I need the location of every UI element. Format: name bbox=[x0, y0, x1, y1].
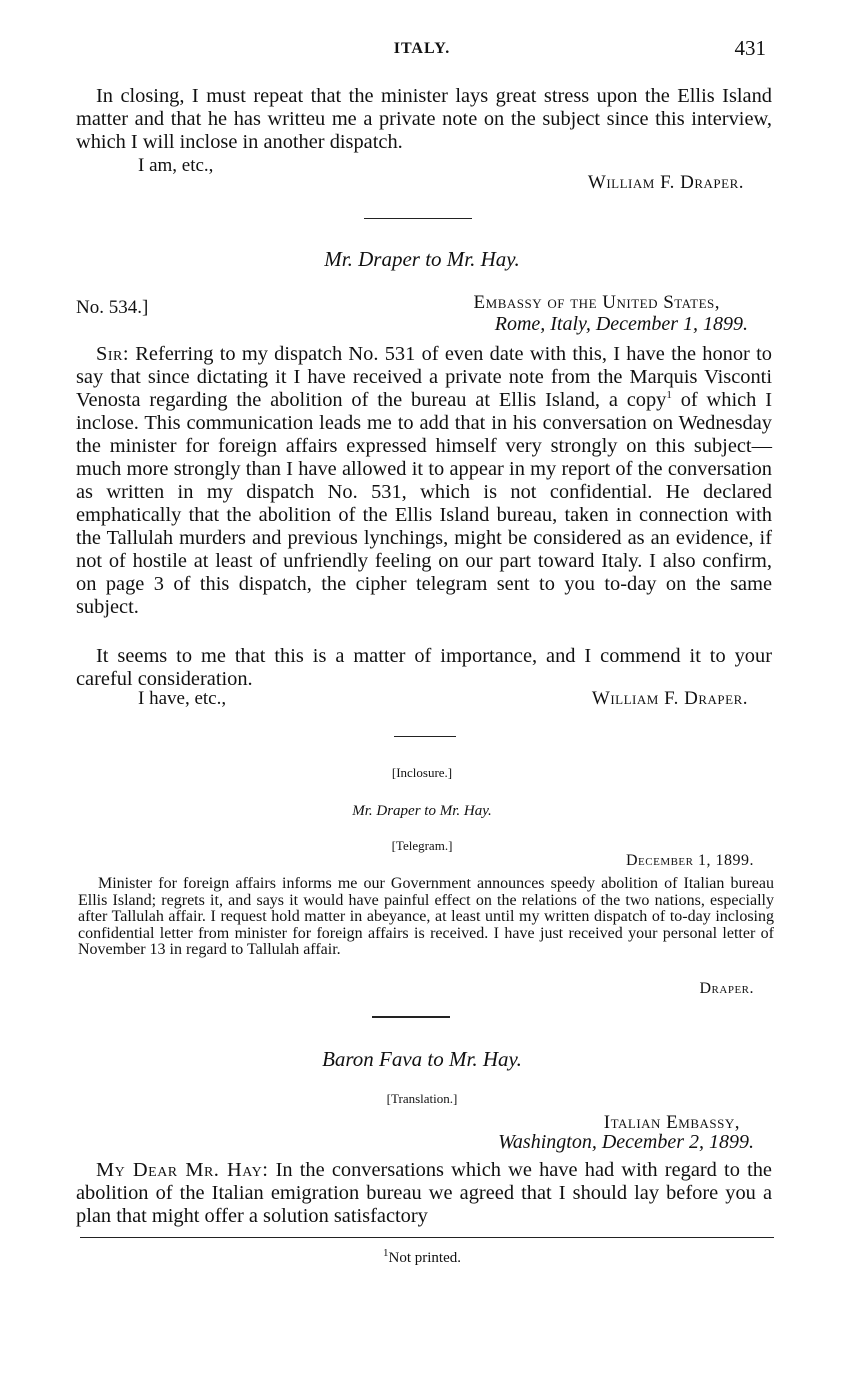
letter-body-paragraph-2: It seems to me that this is a matter of importance, and I commend it to your careful consideration. bbox=[76, 645, 772, 690]
closing-formula: I have, etc., bbox=[138, 688, 227, 709]
footnote-text: Not printed. bbox=[388, 1250, 461, 1266]
page-number: 431 bbox=[734, 36, 766, 60]
closing-formula: I am, etc., bbox=[138, 155, 214, 176]
letter-body-part-2: of which I inclose. This communication leads me to add that in his conversation on Wednesday the minister for foreign affairs expressed himself very strongly on this subject—much more strongly than I have allowed it to appear in my report of the conversation as written in my dispatch No. 531, which is not confidential. He declared emphatically that the abolition of the Ellis Island bureau, taken in connection with the Tallulah murders and previous lynchings, might be considered as an evidence, if not of hostile at least of unfriendly feeling on our part toward Italy. I also confirm, on page 3 of this dispatch, the cipher telegram sent to you to-day on the same subject. bbox=[76, 389, 772, 618]
salutation: My Dear Mr. Hay: bbox=[96, 1159, 269, 1181]
letter-body-part-1: Referring to my dispatch No. 531 of even date with this, I have the honor to say that since dictating it I have received a private note from the Marquis Visconti Venosta regarding the abolition of the bureau at Ellis Island, a copy bbox=[76, 343, 772, 411]
section-rule bbox=[364, 218, 472, 219]
footnote-reference: 1 bbox=[666, 389, 672, 402]
letter-body-text: In the conversations which we have had with regard to the abolition of the Italian emigration bureau we agreed that I should lay before you a plan that might offer a solution satisfactory bbox=[76, 1159, 772, 1227]
dispatch-number: No. 534.] bbox=[76, 297, 149, 318]
section-rule bbox=[394, 736, 456, 737]
sender-address: Italian Embassy, bbox=[603, 1112, 740, 1133]
place-date: Rome, Italy, December 1, 1899. bbox=[494, 313, 748, 335]
salutation: Sir: bbox=[96, 343, 130, 365]
running-head: ITALY. bbox=[393, 40, 451, 57]
place-date: Washington, December 2, 1899. bbox=[498, 1131, 754, 1153]
signature: William F. Draper. bbox=[591, 688, 748, 709]
telegram-signature: Draper. bbox=[699, 980, 754, 997]
inclosure-label: [Inclosure.] bbox=[391, 765, 453, 780]
letter-title: Mr. Draper to Mr. Hay. bbox=[324, 247, 520, 271]
signature: William F. Draper. bbox=[587, 172, 744, 193]
letter-title: Baron Fava to Mr. Hay. bbox=[322, 1047, 522, 1071]
footnote-rule bbox=[80, 1237, 774, 1238]
letter-body bbox=[76, 343, 772, 619]
translation-label: [Translation.] bbox=[386, 1091, 458, 1106]
telegram-text: Minister for foreign affairs informs me our Government announces speedy abolition of Italian bureau Ellis Island; regrets it, and says it would have painful effect on the relations of the two nations, especially after Tallulah affair. I request hold matter in abeyance, at least until my written dispatch of to-day inclosing confidential letter from minister for foreign affairs is received. I have just received your personal letter of November 13 in regard to Tallulah affair. bbox=[78, 875, 774, 958]
sender-address: Embassy of the United States, bbox=[473, 292, 720, 313]
inclosure-title: Mr. Draper to Mr. Hay. bbox=[352, 803, 492, 819]
telegram-date: December 1, 1899. bbox=[625, 852, 754, 869]
footnote bbox=[0, 1247, 844, 1267]
section-rule bbox=[372, 1016, 450, 1018]
closing-paragraph: In closing, I must repeat that the minister lays great stress upon the Ellis Island matter and that he has writteu me a private note on the subject since this interview, which I will inclose in another dispatch. bbox=[76, 85, 772, 153]
telegram-label: [Telegram.] bbox=[391, 838, 453, 853]
footnote-mark: 1 bbox=[383, 1247, 389, 1259]
letter-body bbox=[76, 1159, 772, 1228]
